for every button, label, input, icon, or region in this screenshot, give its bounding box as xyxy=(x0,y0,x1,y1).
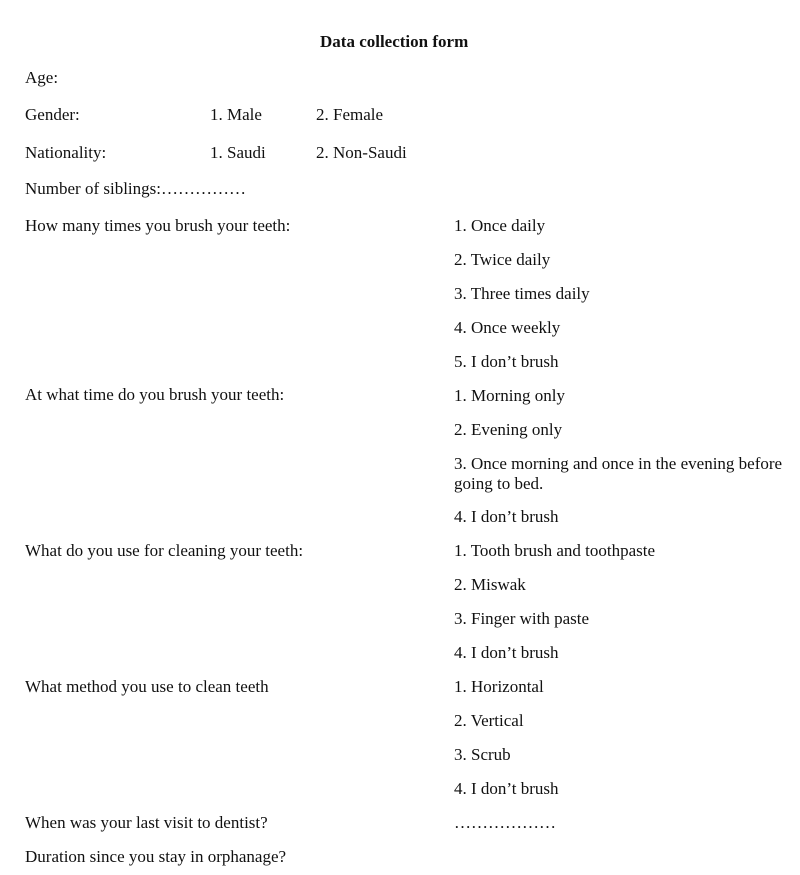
method-option: 2. Vertical xyxy=(454,711,524,730)
method-option: 4. I don’t brush xyxy=(454,779,559,798)
brush-time-option: 3. Once morning and once in the evening before going to bed. xyxy=(454,454,783,493)
gender-label: Gender: xyxy=(25,105,80,124)
method-option: 3. Scrub xyxy=(454,745,511,764)
method-question: What method you use to clean teeth xyxy=(25,677,269,696)
siblings-label: Number of siblings:…………… xyxy=(25,179,246,198)
gender-option-male: 1. Male xyxy=(210,105,262,124)
brush-frequency-option: 3. Three times daily xyxy=(454,284,590,303)
cleaning-tool-option: 2. Miswak xyxy=(454,575,526,594)
cleaning-tool-option: 1. Tooth brush and toothpaste xyxy=(454,541,656,560)
brush-time-option: 4. I don’t brush xyxy=(454,507,559,526)
brush-frequency-option: 5. I don’t brush xyxy=(454,352,559,371)
brush-time-question: At what time do you brush your teeth: xyxy=(25,385,285,404)
cleaning-tool-question: What do you use for cleaning your teeth: xyxy=(25,541,304,560)
nationality-label: Nationality: xyxy=(25,143,107,162)
brush-frequency-option: 2. Twice daily xyxy=(454,250,551,269)
form-title: Data collection form xyxy=(320,32,469,51)
brush-frequency-option: 4. Once weekly xyxy=(454,318,561,337)
brush-frequency-question: How many times you brush your teeth: xyxy=(25,216,291,235)
orphanage-duration-question: Duration since you stay in orphanage? xyxy=(25,847,287,866)
brush-time-option: 2. Evening only xyxy=(454,420,563,439)
brush-time-option: 1. Morning only xyxy=(454,386,565,405)
nationality-option-saudi: 1. Saudi xyxy=(210,143,266,162)
age-label: Age: xyxy=(25,68,59,87)
cleaning-tool-option: 3. Finger with paste xyxy=(454,609,590,628)
brush-frequency-option: 1. Once daily xyxy=(454,216,546,235)
gender-option-female: 2. Female xyxy=(316,105,384,124)
dentist-visit-answer-blank: ……………… xyxy=(454,813,556,832)
method-option: 1. Horizontal xyxy=(454,677,544,696)
nationality-option-non-saudi: 2. Non-Saudi xyxy=(316,143,407,162)
cleaning-tool-option: 4. I don’t brush xyxy=(454,643,559,662)
dentist-visit-question: When was your last visit to dentist? xyxy=(25,813,268,832)
